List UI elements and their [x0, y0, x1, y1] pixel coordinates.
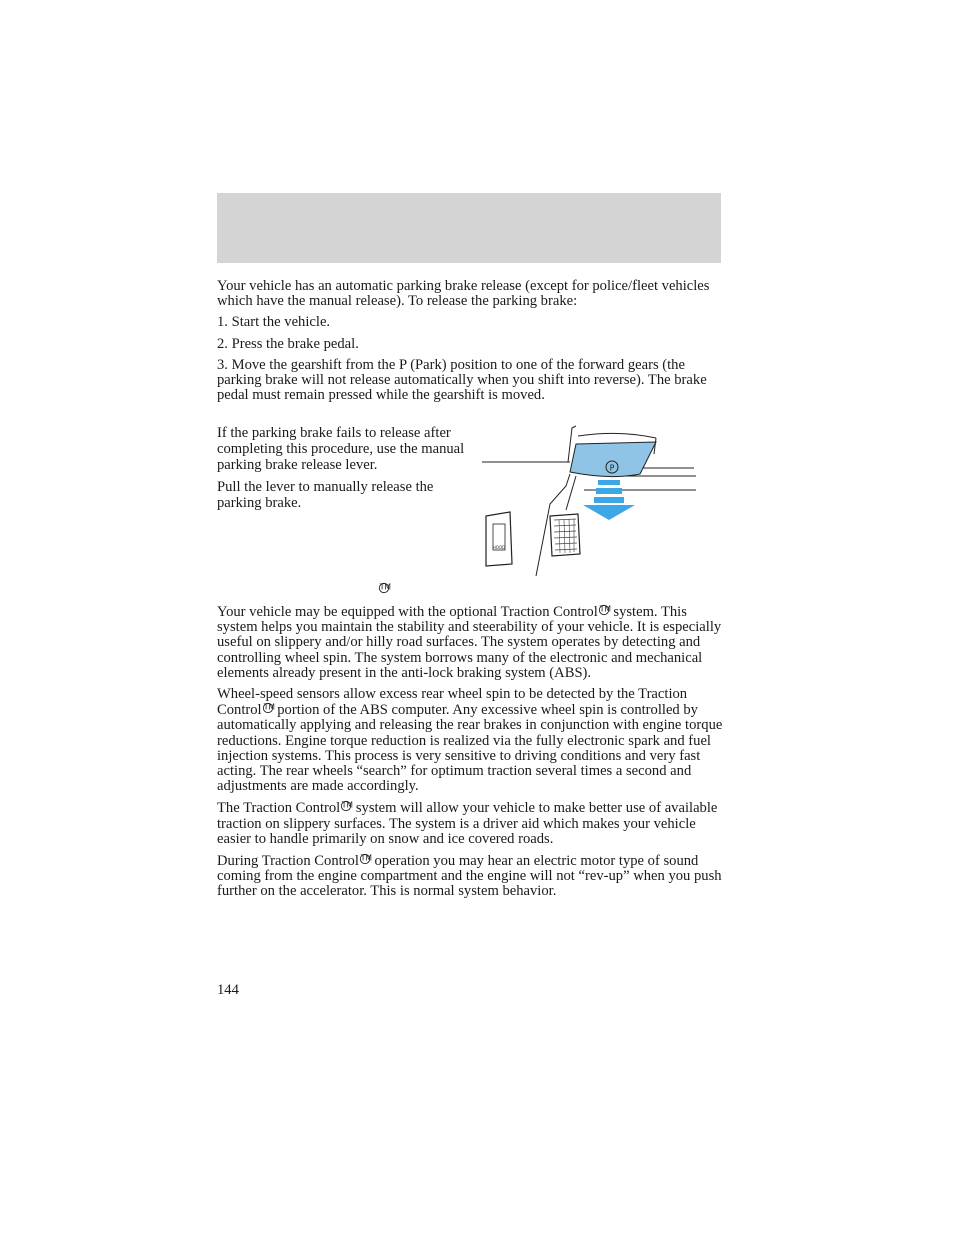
traction-p2-start: Wheel-speed sensors allow excess rear wheel spin to be detected by the Traction Control [217, 686, 688, 719]
step-1: 1. Start the vehicle. [217, 314, 331, 331]
pedal-label: HOOD [492, 545, 506, 550]
tm-mark: TM [599, 605, 611, 615]
parking-brake-release-illustration [480, 424, 698, 578]
step-3: 3. Move the gearshift from the P (Park) position to one of the forward gears (the parking brake will not release automatically when you shift into reverse). The brake pedal must remain pressed while the gearshift is moved. [217, 356, 707, 404]
section-header-band [217, 193, 721, 263]
traction-paragraph-4 [217, 853, 723, 900]
traction-p4-end: operation you may hear an electric motor type of sound coming from the engine compartment and the engine will not “rev-up” when you push further on the accelerator. This is normal system behavior. [217, 853, 722, 900]
manual-release-block [217, 425, 475, 511]
floor-pedal [486, 512, 512, 566]
tm-mark: TM [341, 802, 354, 811]
traction-p4-start: During Traction Control [217, 853, 359, 870]
intro-block [217, 279, 723, 403]
step-2: 2. Press the brake pedal. [217, 335, 359, 352]
tm-mark: TM [360, 854, 372, 864]
traction-p1-end: system. This system helps you maintain the stability and steerability of your vehicle. It is especially useful on slippery and/or hilly road surfaces. The system operates by detecting and controlling wheel spin. The system borrows many of the electronic and mechanical elements already present in the anti-lock braking system (ABS). [217, 604, 722, 681]
traction-p1-start: Your vehicle may be equipped with the optional Traction Control [217, 604, 598, 620]
release-fail-paragraph: If the parking brake fails to release after completing this procedure, use the manual parking brake release lever. [217, 425, 465, 473]
traction-p2-end: portion of the ABS computer. Any excessive wheel spin is controlled by automatically applying and releasing the rear brakes in conjunction with engine torque reductions. Engine torque reduction is realized via the fully electronic spark and fuel injection systems. This process is very sensitive to driving conditions and very fast acting. The rear wheels “search” for optimum traction several times a second and adjustments are made accordingly. [217, 702, 723, 795]
intro-paragraph: Your vehicle has an automatic parking brake release (except for police/fleet vehicles which have the manual release). To release the parking brake: [217, 278, 710, 310]
traction-p3-start: The Traction Control [217, 800, 341, 817]
traction-paragraph-1 [217, 604, 723, 681]
traction-p3-end: system will allow your vehicle to make better use of available traction on slippery surfaces. The system is a driver aid which makes your vehicle easier to handle primarily on snow and ice covered roads. [217, 800, 718, 847]
tm-mark: TM [263, 703, 275, 713]
parking-brake-symbol-letter: P [609, 463, 615, 473]
trademark-mark: TM [379, 583, 392, 593]
traction-paragraph-3 [217, 800, 723, 847]
page-number: 144 [217, 982, 239, 998]
traction-control-block [217, 604, 723, 900]
pull-lever-paragraph: Pull the lever to manually release the parking brake. [217, 479, 434, 511]
pull-arrow-icon [583, 480, 635, 520]
traction-paragraph-2 [217, 687, 723, 794]
